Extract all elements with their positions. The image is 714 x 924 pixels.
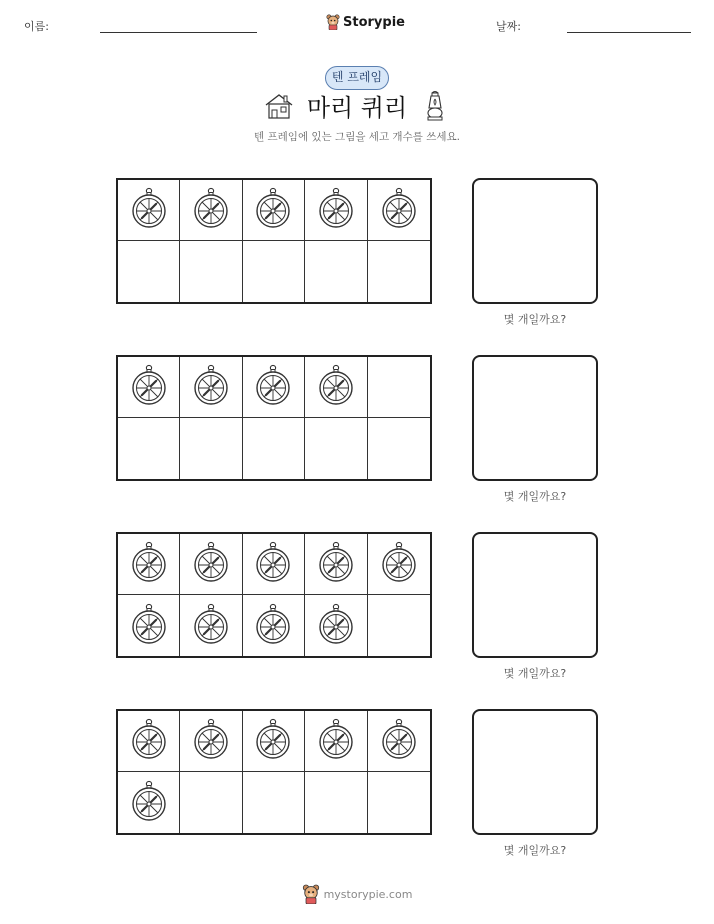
compass-icon <box>317 541 355 587</box>
frame-cell <box>180 357 242 418</box>
frame-cell <box>243 180 305 241</box>
frame-cell <box>243 357 305 418</box>
answer-box[interactable] <box>472 709 598 835</box>
lamp-icon <box>424 90 446 122</box>
compass-icon <box>130 187 168 233</box>
frame-cell <box>368 772 430 833</box>
ten-frame <box>116 355 432 481</box>
question-label: 몇 개일까요? <box>503 490 567 503</box>
frame-cell <box>243 534 305 595</box>
frame-cell <box>368 534 430 595</box>
question-label: 몇 개일까요? <box>503 313 567 326</box>
frame-cell <box>243 241 305 302</box>
compass-icon <box>130 541 168 587</box>
frame-cell <box>368 241 430 302</box>
frame-cell <box>368 357 430 418</box>
frame-cell <box>305 595 367 656</box>
ten-frame <box>116 178 432 304</box>
frame-cell <box>305 418 367 479</box>
compass-icon <box>317 718 355 764</box>
frame-cell <box>368 180 430 241</box>
compass-icon <box>192 364 230 410</box>
brand-name: Storypie <box>343 14 405 30</box>
compass-icon <box>317 364 355 410</box>
footer-site[interactable]: mystorypie.com <box>323 887 413 901</box>
compass-icon <box>192 541 230 587</box>
frame-cell <box>118 418 180 479</box>
frame-cell <box>368 595 430 656</box>
compass-icon <box>254 541 292 587</box>
answer-box[interactable] <box>472 178 598 304</box>
compass-icon <box>130 364 168 410</box>
question-label: 몇 개일까요? <box>503 844 567 857</box>
compass-icon <box>130 780 168 826</box>
frame-cell <box>305 180 367 241</box>
page-title: 마리 퀴리 <box>306 94 408 122</box>
frame-cell <box>118 711 180 772</box>
compass-icon <box>380 541 418 587</box>
frame-cell <box>118 180 180 241</box>
compass-icon <box>317 603 355 649</box>
frame-cell <box>243 711 305 772</box>
frame-cell <box>180 595 242 656</box>
frame-cell <box>305 534 367 595</box>
category-pill: 텐 프레임 <box>325 66 389 90</box>
ten-frame <box>116 532 432 658</box>
frame-cell <box>118 595 180 656</box>
name-line[interactable] <box>100 32 257 33</box>
compass-icon <box>380 187 418 233</box>
instruction-text: 텐 프레임에 있는 그림을 세고 개수를 쓰세요. <box>254 131 460 143</box>
answer-box[interactable] <box>472 532 598 658</box>
date-label: 날짜: <box>496 20 521 33</box>
name-label: 이름: <box>24 20 49 33</box>
frame-cell <box>243 595 305 656</box>
compass-icon <box>192 718 230 764</box>
frame-cell <box>243 772 305 833</box>
compass-icon <box>254 603 292 649</box>
frame-cell <box>118 241 180 302</box>
answer-box[interactable] <box>472 355 598 481</box>
frame-cell <box>368 418 430 479</box>
frame-cell <box>305 241 367 302</box>
frame-cell <box>243 418 305 479</box>
frame-cell <box>180 418 242 479</box>
brand-logo <box>326 14 405 30</box>
compass-icon <box>254 187 292 233</box>
frame-cell <box>180 180 242 241</box>
compass-icon <box>254 718 292 764</box>
frame-cell <box>180 534 242 595</box>
compass-icon <box>130 603 168 649</box>
frame-cell <box>180 241 242 302</box>
frame-cell <box>118 534 180 595</box>
compass-icon <box>317 187 355 233</box>
frame-cell <box>118 772 180 833</box>
question-label: 몇 개일까요? <box>503 667 567 680</box>
bear-mascot-icon <box>326 14 340 30</box>
footer <box>0 884 714 904</box>
bear-mascot-icon <box>302 884 320 904</box>
date-line[interactable] <box>567 32 691 33</box>
compass-icon <box>254 364 292 410</box>
frame-cell <box>305 711 367 772</box>
frame-cell <box>368 711 430 772</box>
frame-cell <box>118 357 180 418</box>
frame-cell <box>305 357 367 418</box>
frame-cell <box>180 711 242 772</box>
frame-cell <box>180 772 242 833</box>
compass-icon <box>192 603 230 649</box>
compass-icon <box>130 718 168 764</box>
compass-icon <box>380 718 418 764</box>
frame-cell <box>305 772 367 833</box>
compass-icon <box>192 187 230 233</box>
ten-frame <box>116 709 432 835</box>
